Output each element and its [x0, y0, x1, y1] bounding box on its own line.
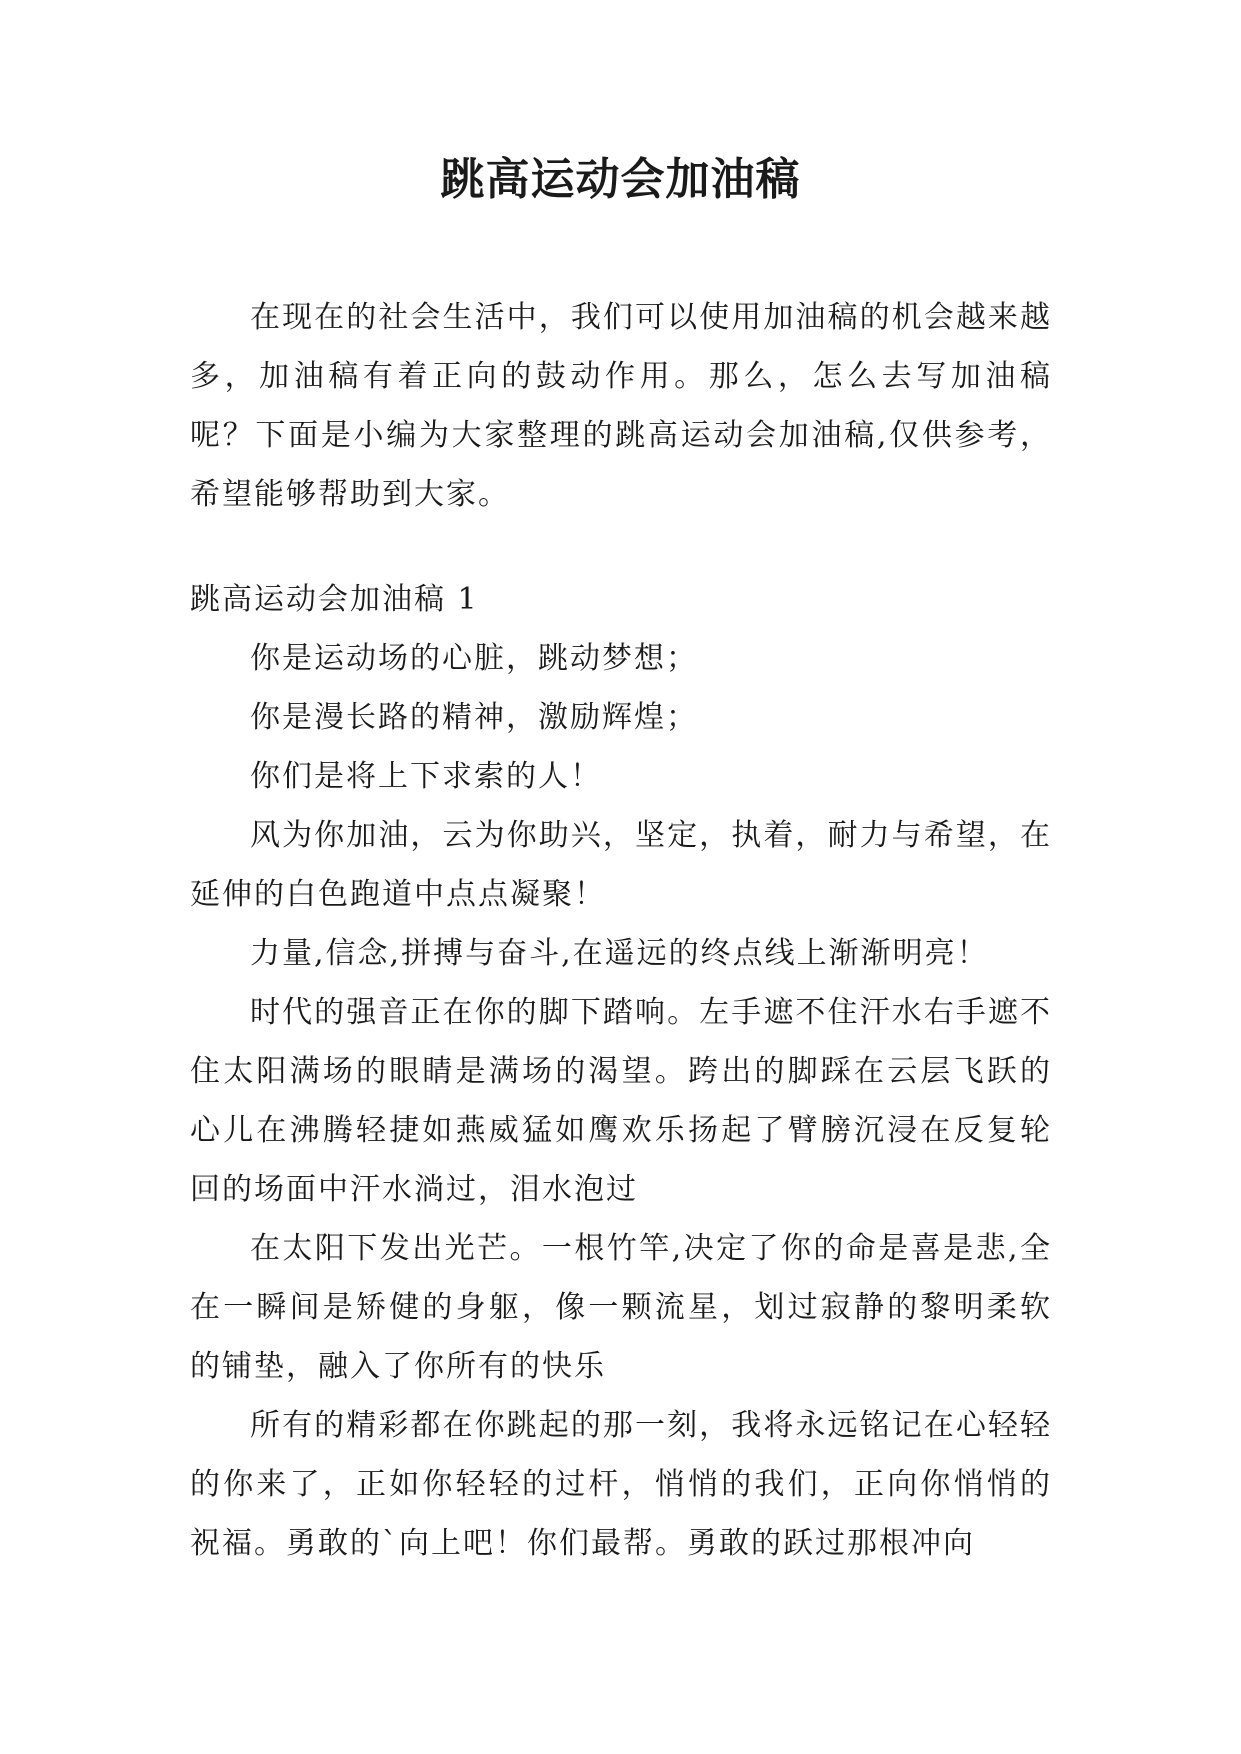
body-paragraph: 所有的精彩都在你跳起的那一刻，我将永远铭记在心轻轻的你来了，正如你轻轻的过杆，悄悄的我们，正向你悄悄的祝福。勇敢的`向上吧！你们最帮。勇敢的跃过那根冲向	[190, 1408, 1052, 1561]
body-paragraph: 你们是将上下求索的人！	[250, 759, 602, 794]
body-paragraph: 在太阳下发出光芒。一根竹竿,决定了你的命是喜是悲,全在一瞬间是矫健的身躯，像一颗流星，划过寂静的黎明柔软的铺垫，融入了你所有的快乐	[190, 1231, 1052, 1384]
body-paragraph: 力量,信念,拼搏与奋斗,在遥远的终点线上渐渐明亮！	[250, 936, 989, 971]
body-paragraph: 风为你加油，云为你助兴，坚定，执着，耐力与希望，在延伸的白色跑道中点点凝聚！	[190, 818, 1052, 912]
document-title: 跳高运动会加油稿	[440, 154, 801, 205]
body-paragraph: 你是漫长路的精神，激励辉煌；	[250, 700, 698, 735]
intro-paragraph: 在现在的社会生活中，我们可以使用加油稿的机会越来越多，加油稿有着正向的鼓动作用。那么，怎么去写加油稿呢？下面是小编为大家整理的跳高运动会加油稿,仅供参考，希望能够帮助到大家。	[190, 300, 1052, 512]
document-body	[190, 288, 1052, 1573]
body-paragraph: 时代的强音正在你的脚下踏响。左手遮不住汗水右手遮不住太阳满场的眼睛是满场的渴望。跨出的脚踩在云层飞跃的心儿在沸腾轻捷如燕威猛如鹰欢乐扬起了臂膀沉浸在反复轮回的场面中汗水淌过，泪水泡过	[190, 995, 1052, 1207]
section-heading: 跳高运动会加油稿 1	[190, 582, 479, 617]
body-paragraph: 你是运动场的心脏，跳动梦想；	[250, 641, 698, 676]
